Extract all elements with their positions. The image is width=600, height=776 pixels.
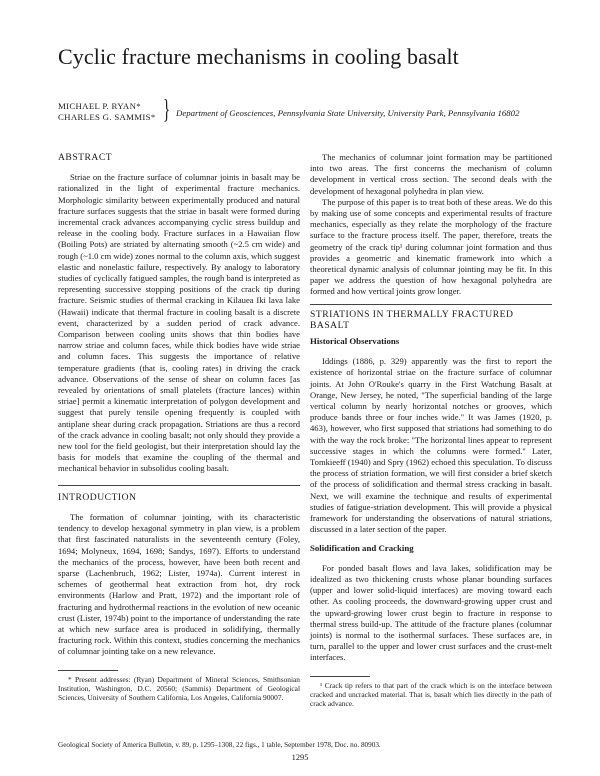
historical-observations-text: Iddings (1886, p. 329) apparently was the first to report the existence of horizontal striae on the fracture surface of columnar joints. At John O'Rouke's quarry in the First Watchung Basalt at Orange, New Jersey, he noted, "The superficial banding of the large vertical column by nearly horizontal notches or grooves, which produce bands three or four inches wide." It was James (1920, p. 463), however, who first supposed that striations had something to do with the way the rock broke: "The horizontal lines appear to represent successive stages in which the columns were formed." Later, Tomkieeff (1940) and Spry (1962) echoed this speculation. To discuss the process of striation formation, we will first consider a brief sketch of the process of solidification and thermal stress cracking in basalt. Next, we will examine the technique and results of experimental studies of fatigue-striation development. This will provide a physical framework for understanding the observations of natural striations, discussed in a later section of the paper. (310, 356, 552, 535)
affiliation: Department of Geosciences, Pennsylvania State University, University Park, Pennsylvania 16802 (176, 108, 520, 118)
author-brace: } (163, 94, 171, 124)
footnote-crack-tip-text: ¹ Crack tip refers to that part of the crack which is on the interface between cracked and uncracked material. That is, basalt which lies directly in the path of crack advance. (310, 680, 552, 708)
footnote-addresses (58, 675, 300, 703)
striations-heading: STRIATIONS IN THERMALLY FRACTURED BASALT (310, 308, 514, 331)
body-paragraph: The purpose of this paper is to treat both of these areas. We do this by making use of some concepts and experimental results of fracture mechanics, especially as they relate the morphology of the fracture surface to the fracture process itself. The paper, therefore, treats the geometry of the crack tip¹ during columnar joint formation and thus provides a geometric and kinematic framework into which a theoretical dynamic analysis of columnar jointing may be fit. In this paper we address the question of how hexagonal polyhedra are formed and how vertical joints grow longer. (310, 196, 552, 297)
paper-title: Cyclic fracture mechanisms in cooling basalt (58, 44, 459, 69)
author-ryan: MICHAEL P. RYAN* (58, 101, 141, 111)
body-paragraph: The mechanics of columnar joint formation may be partitioned into two areas. The first concerns the mechanism of column development in vertical cross section. The second deals with the development of hexagonal polyhedra in plan view. (310, 152, 552, 196)
page-number: 1295 (291, 753, 309, 762)
footnote-addresses-text: * Present addresses: (Ryan) Department of Mineral Sciences, Smithsonian Institution, Washington, D.C. 20560; (Sammis) Department of Geological Sciences, University of Southern California, Los Angeles, California 90007. (58, 674, 300, 702)
journal-citation: Geological Society of America Bulletin, v. 89, p. 1295–1308, 22 figs., 1 table, September 1978, Doc. no. 80903. (58, 741, 381, 749)
historical-observations-heading: Historical Observations (310, 336, 400, 347)
author-sammis: CHARLES G. SAMMIS* (58, 112, 156, 122)
footnote-crack-tip (310, 681, 552, 709)
abstract-text: Striae on the fracture surface of columnar joints in basalt may be rationalized in the light of experimental fracture mechanics. Morphologic similarity between experimentally produced and natural fracture surfaces suggests that the striae in basalt were formed during incremental crack advances accompanying cyclic stress buildup and release in the cooling body. Fracture surfaces in a Hawaiian flow (Boiling Pots) are striated by alternating smooth (~2.5 cm wide) and rough (~1.0 cm wide) zones normal to the column axis, which suggest elastic and nonelastic failure, respectively. By analogy to laboratory studies of cyclically fatigued samples, the rough band is interpreted as representing successive stopping positions of the crack tip during fracture. Seismic studies of thermal cracking in Kilauea Iki lava lake (Hawaii) indicate that thermal fracture in cooling basalt is a discrete event, characterized by a sudden period of crack advance. Comparison between cooling units shows that thin bodies have narrow striae and column faces, while thick bodies have wide striae and column faces. This suggests the importance of relative temperature gradients (that is, cooling rates) in driving the crack advance. Observations of the sense of shear on column faces [as revealed by orientations of small platelets (fracture lances) within striae] permit a kinematic interpretation of polygon development and suggest that purely tensile opening frequently is coupled with antiplane shear during crack propagation. Striations are thus a record of the crack advance in cooling basalt; not only should they provide a new tool for the field geologist, but their interpretation should lay the basis for models that examine the coupling of the thermal and mechanical behavior in subsolidus cooling basalt. (58, 172, 300, 474)
solidification-text: For ponded basalt flows and lava lakes, solidification may be idealized as two thickening crusts whose planar bounding surfaces (upper and lower solid-liquid interfaces) are moving toward each other. As cooling proceeds, the downward-growing upper crust and the upward-growing lower crust begin to fracture in response to thermal stress build-up. The attitude of the fracture planes (columnar joints) is normal to the isothermal surfaces. These surfaces are, in turn, parallel to the upper and lower crust surfaces and the crust-melt interfaces. (310, 562, 552, 663)
introduction-heading: INTRODUCTION (58, 491, 137, 503)
abstract-heading: ABSTRACT (58, 152, 113, 163)
introduction-text: The formation of columnar jointing, with its characteristic tendency to develop hexagonal symmetry in plan view, is a problem that first fascinated naturalists in the seventeenth century (Foley, 1694; Molyneux, 1694, 1698; Sandys, 1697). Efforts to understand the mechanics of the process, however, have been both recent and sparse (Lachenbruch, 1962; Lister, 1974a). Current interest in schemes of geothermal heat extraction from hot, dry rock environments (Harlow and Pratt, 1972) and the important role of fracturing and hydrothermal reactions in the evolution of new oceanic crust (Lister, 1974b) point to the importance of understanding the rate at which new surface area is produced in solidifying, thermally fracturing rock. Within this context, studies concerning the mechanics of columnar jointing take on a new relevance. (58, 511, 300, 657)
solidification-heading: Solidification and Cracking (310, 542, 414, 553)
left-column (58, 152, 300, 702)
author-list (58, 101, 156, 123)
right-column (310, 152, 552, 708)
